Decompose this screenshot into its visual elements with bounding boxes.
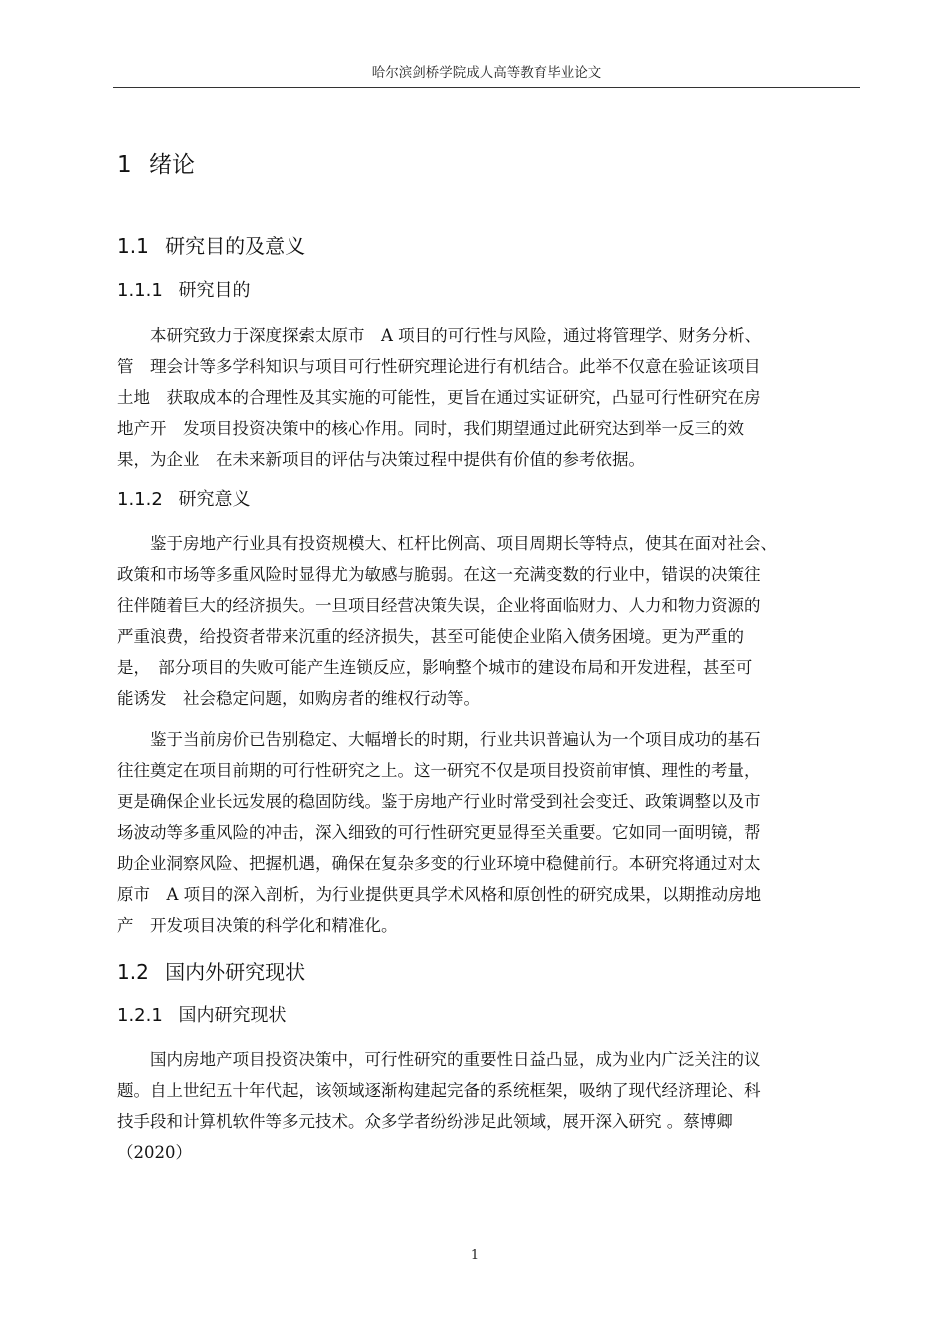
header-divider — [113, 87, 860, 88]
text-line: 场波动等多重风险的冲击，深入细致的可行性研究更显得至关重要。它如同一面明镜，帮 — [117, 823, 761, 842]
section-heading-1-2 — [117, 958, 305, 986]
running-header: 哈尔滨剑桥学院成人高等教育毕业论文 — [371, 65, 602, 81]
text-line: 管 理会计等多学科知识与项目可行性研究理论进行有机结合。此举不仅意在验证该项目 — [117, 357, 761, 376]
subsection-heading-1-2-1 — [117, 1003, 287, 1029]
text-line: 土地 获取成本的合理性及其实施的可能性，更旨在通过实证研究，凸显可行性研究在房 — [117, 388, 761, 407]
subsection-title: 国内研究现状 — [178, 1005, 287, 1026]
chapter-heading — [117, 150, 195, 180]
page-number: 1 — [470, 1248, 480, 1263]
subsection-number: 1.1.2 — [117, 489, 163, 510]
text-line: 是， 部分项目的失败可能产生连锁反应，影响整个城市的建设布局和开发进程，甚至可 — [117, 658, 753, 677]
text-line: 往往奠定在项目前期的可行性研究之上。这一研究不仅是项目投资前审慎、理性的考量， — [117, 761, 761, 780]
text-line: 本研究致力于深度探索太原市 A 项目的可行性与风险，通过将管理学、财务分析、 — [117, 326, 762, 345]
subsection-heading-1-1-1 — [117, 278, 251, 304]
subsection-number: 1.1.1 — [117, 280, 163, 301]
section-number: 1.1 — [117, 234, 149, 258]
text-line: 地产开 发项目投资决策中的核心作用。同时，我们期望通过此研究达到举一反三的效 — [117, 419, 744, 438]
paragraph-research-purpose — [117, 320, 859, 475]
text-line: 产 开发项目决策的科学化和精准化。 — [117, 916, 398, 935]
subsection-title: 研究意义 — [178, 489, 251, 510]
chapter-title: 绪论 — [148, 152, 195, 178]
text-line: 往伴随着巨大的经济损失。一旦项目经营决策失误，企业将面临财力、人力和物力资源的 — [117, 596, 761, 615]
text-line: 能诱发 社会稳定问题，如购房者的维权行动等。 — [117, 689, 480, 708]
text-line: 更是确保企业长远发展的稳固防线。鉴于房地产行业时常受到社会变迁、政策调整以及市 — [117, 792, 761, 811]
subsection-heading-1-1-2 — [117, 487, 251, 513]
text-line: 国内房地产项目投资决策中，可行性研究的重要性日益凸显，成为业内广泛关注的议 — [117, 1050, 761, 1069]
text-line: 原市 A 项目的深入剖析，为行业提供更具学术风格和原创性的研究成果，以期推动房地 — [117, 885, 762, 904]
chapter-number: 1 — [117, 152, 132, 178]
text-line: 助企业洞察风险、把握机遇，确保在复杂多变的行业环境中稳健前行。本研究将通过对太 — [117, 854, 761, 873]
text-line: 严重浪费，给投资者带来沉重的经济损失，甚至可能使企业陷入债务困境。更为严重的 — [117, 627, 744, 646]
section-title: 研究目的及意义 — [165, 234, 306, 258]
text-line: 题。自上世纪五十年代起，该领域逐渐构建起完备的系统框架，吸纳了现代经济理论、科 — [117, 1081, 761, 1100]
paragraph-significance-2 — [117, 724, 859, 941]
text-line: 鉴于当前房价已告别稳定、大幅增长的时期，行业共识普遍认为一个项目成功的基石 — [117, 730, 761, 749]
paragraph-significance-1 — [117, 528, 859, 714]
paragraph-domestic-research — [117, 1044, 859, 1168]
section-title: 国内外研究现状 — [165, 960, 306, 984]
text-line: 鉴于房地产行业具有投资规模大、杠杆比例高、项目周期长等特点，使其在面对社会、 — [117, 534, 777, 553]
text-line: 政策和市场等多重风险时显得尤为敏感与脆弱。在这一充满变数的行业中，错误的决策往 — [117, 565, 761, 584]
text-line: （2020） — [117, 1143, 192, 1162]
subsection-title: 研究目的 — [178, 280, 251, 301]
section-number: 1.2 — [117, 960, 149, 984]
text-line: 果，为企业 在未来新项目的评估与决策过程中提供有价值的参考依据。 — [117, 450, 645, 469]
subsection-number: 1.2.1 — [117, 1005, 163, 1026]
section-heading-1-1 — [117, 232, 305, 260]
text-line: 技手段和计算机软件等多元技术。众多学者纷纷涉足此领域，展开深入研究 。蔡博卿 — [117, 1112, 733, 1131]
